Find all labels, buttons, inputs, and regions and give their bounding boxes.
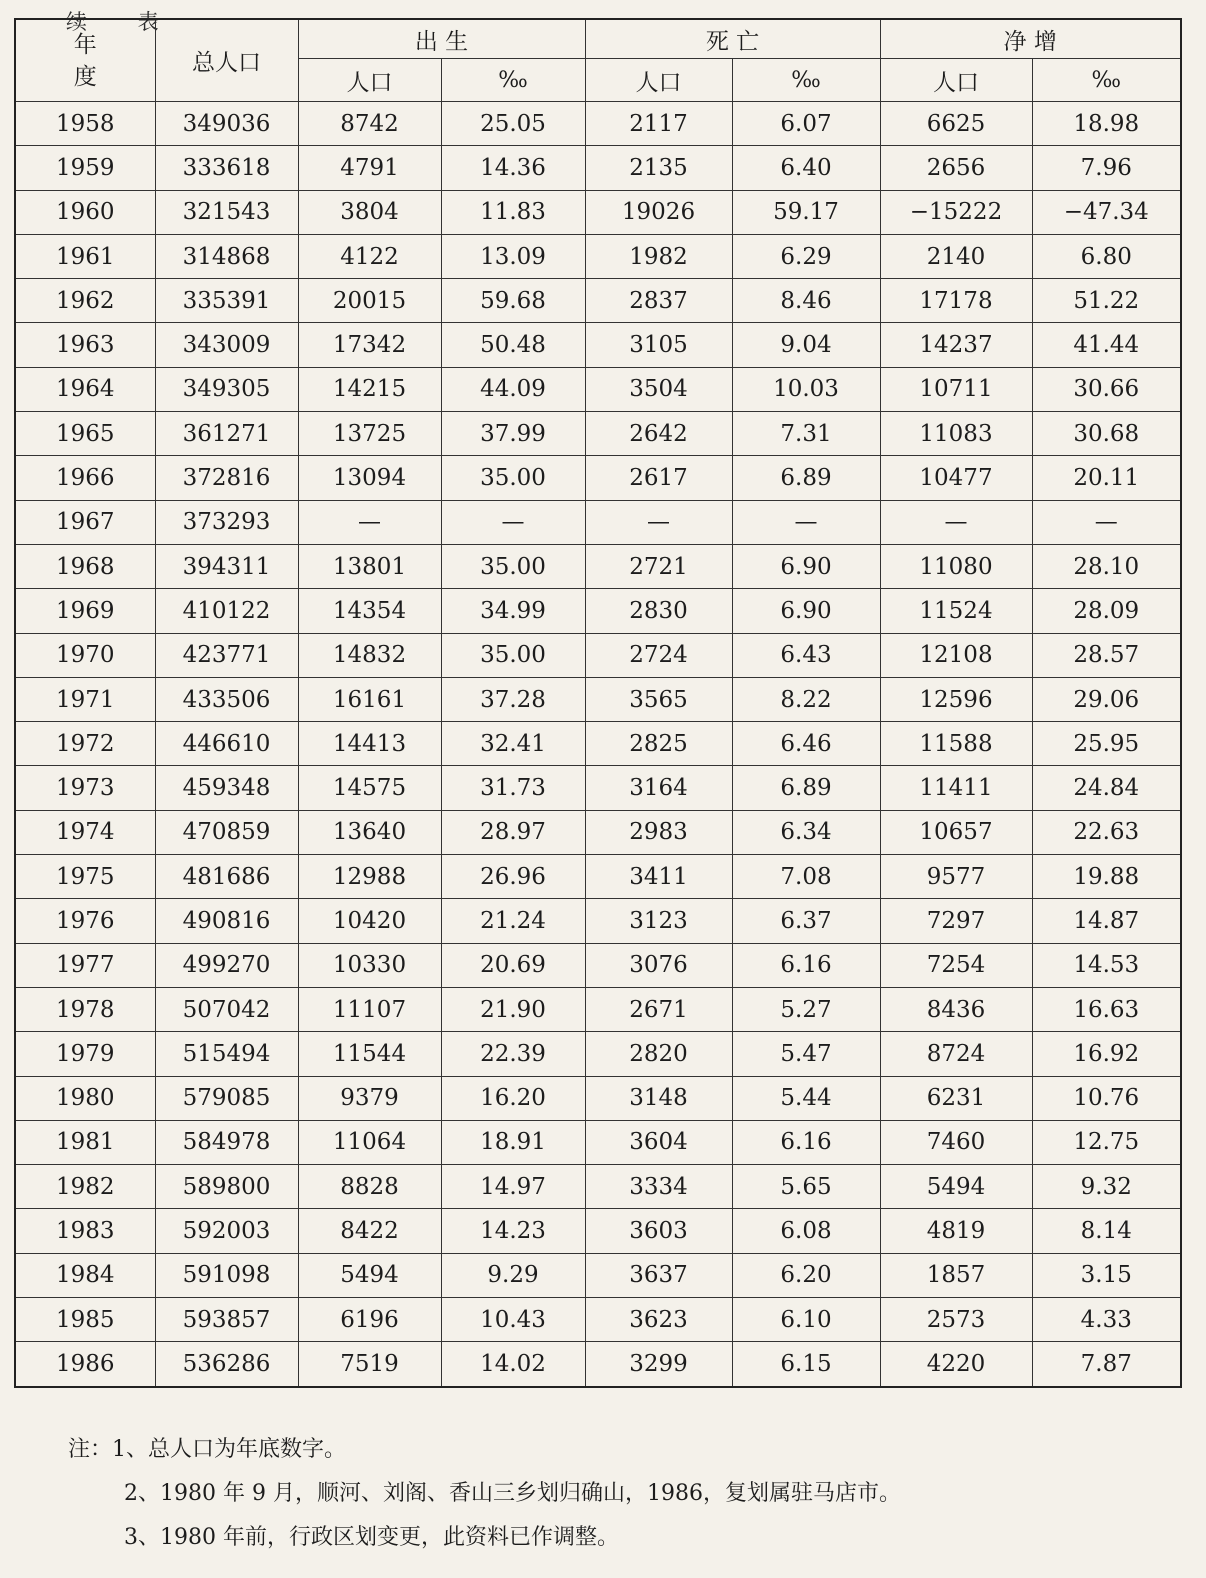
death-rate-cell: 6.10: [732, 1298, 880, 1342]
death-people-header: 人口: [585, 59, 732, 102]
total-population-cell: 459348: [155, 766, 298, 810]
death-rate-cell: 6.89: [732, 456, 880, 500]
total-population-cell: 507042: [155, 987, 298, 1031]
total-population-cell: 372816: [155, 456, 298, 500]
birth-count-cell: 4791: [298, 146, 441, 190]
death-rate-cell: —: [732, 500, 880, 544]
net-increase-rate-cell: 4.33: [1032, 1298, 1181, 1342]
death-count-cell: 2837: [585, 279, 732, 323]
birth-count-cell: 9379: [298, 1076, 441, 1120]
birth-rate-cell: 44.09: [441, 367, 585, 411]
death-count-cell: 2135: [585, 146, 732, 190]
net-increase-count-cell: 11588: [880, 722, 1032, 766]
birth-rate-cell: 26.96: [441, 855, 585, 899]
net-rate-header: ‰: [1032, 59, 1181, 102]
death-rate-cell: 6.34: [732, 810, 880, 854]
net-increase-count-cell: 4220: [880, 1342, 1032, 1387]
birth-count-cell: 8422: [298, 1209, 441, 1253]
net-increase-rate-cell: 9.32: [1032, 1165, 1181, 1209]
birth-count-cell: 10330: [298, 943, 441, 987]
net-increase-rate-cell: 12.75: [1032, 1120, 1181, 1164]
net-increase-rate-cell: 14.53: [1032, 943, 1181, 987]
death-rate-header: ‰: [732, 59, 880, 102]
death-count-cell: 19026: [585, 190, 732, 234]
total-population-cell: 343009: [155, 323, 298, 367]
birth-count-cell: 20015: [298, 279, 441, 323]
death-rate-cell: 7.08: [732, 855, 880, 899]
birth-rate-cell: 10.43: [441, 1298, 585, 1342]
net-increase-rate-cell: 22.63: [1032, 810, 1181, 854]
net-increase-count-cell: 11080: [880, 544, 1032, 588]
year-cell: 1963: [15, 323, 155, 367]
net-increase-count-cell: 5494: [880, 1165, 1032, 1209]
net-increase-count-cell: 2656: [880, 146, 1032, 190]
total-population-cell: 333618: [155, 146, 298, 190]
net-increase-rate-cell: 18.98: [1032, 102, 1181, 146]
net-increase-rate-cell: 7.87: [1032, 1342, 1181, 1387]
birth-rate-cell: 35.00: [441, 633, 585, 677]
death-rate-cell: 5.65: [732, 1165, 880, 1209]
birth-rate-cell: 31.73: [441, 766, 585, 810]
birth-rate-cell: 34.99: [441, 589, 585, 633]
birth-count-cell: 11544: [298, 1032, 441, 1076]
table-row: [15, 1165, 1181, 1209]
death-group-header: 死 亡: [585, 19, 880, 59]
net-increase-rate-cell: 29.06: [1032, 677, 1181, 721]
birth-count-cell: 13801: [298, 544, 441, 588]
death-count-cell: 2671: [585, 987, 732, 1031]
year-cell: 1969: [15, 589, 155, 633]
year-cell: 1967: [15, 500, 155, 544]
birth-count-cell: 12988: [298, 855, 441, 899]
table-row: [15, 102, 1181, 146]
death-rate-cell: 6.20: [732, 1253, 880, 1297]
death-count-cell: 3603: [585, 1209, 732, 1253]
birth-count-cell: 10420: [298, 899, 441, 943]
table-body: [15, 102, 1181, 1387]
death-rate-cell: 10.03: [732, 367, 880, 411]
total-population-cell: 470859: [155, 810, 298, 854]
net-increase-rate-cell: 51.22: [1032, 279, 1181, 323]
death-rate-cell: 6.08: [732, 1209, 880, 1253]
birth-count-cell: 5494: [298, 1253, 441, 1297]
death-count-cell: 3334: [585, 1165, 732, 1209]
birth-rate-cell: —: [441, 500, 585, 544]
net-increase-rate-cell: 30.68: [1032, 412, 1181, 456]
death-rate-cell: 6.07: [732, 102, 880, 146]
year-cell: 1980: [15, 1076, 155, 1120]
birth-count-cell: 14832: [298, 633, 441, 677]
birth-rate-header: ‰: [441, 59, 585, 102]
net-increase-count-cell: 10711: [880, 367, 1032, 411]
net-increase-count-cell: 1857: [880, 1253, 1032, 1297]
death-rate-cell: 6.46: [732, 722, 880, 766]
total-population-cell: 592003: [155, 1209, 298, 1253]
birth-count-cell: 16161: [298, 677, 441, 721]
birth-rate-cell: 35.00: [441, 544, 585, 588]
death-count-cell: 3123: [585, 899, 732, 943]
table-row: [15, 943, 1181, 987]
death-rate-cell: 6.16: [732, 943, 880, 987]
net-increase-rate-cell: 7.96: [1032, 146, 1181, 190]
year-cell: 1973: [15, 766, 155, 810]
death-rate-cell: 5.27: [732, 987, 880, 1031]
death-count-cell: 2830: [585, 589, 732, 633]
header-row-top: [15, 19, 1181, 59]
birth-rate-cell: 20.69: [441, 943, 585, 987]
net-increase-rate-cell: 10.76: [1032, 1076, 1181, 1120]
death-count-cell: 2642: [585, 412, 732, 456]
birth-rate-cell: 18.91: [441, 1120, 585, 1164]
death-rate-cell: 7.31: [732, 412, 880, 456]
net-increase-rate-cell: 28.10: [1032, 544, 1181, 588]
total-population-cell: 490816: [155, 899, 298, 943]
net-increase-rate-cell: 19.88: [1032, 855, 1181, 899]
year-cell: 1976: [15, 899, 155, 943]
net-increase-count-cell: 6625: [880, 102, 1032, 146]
birth-rate-cell: 32.41: [441, 722, 585, 766]
net-increase-count-cell: 8436: [880, 987, 1032, 1031]
table-row: [15, 855, 1181, 899]
table-row: [15, 412, 1181, 456]
total-population-cell: 423771: [155, 633, 298, 677]
table-row: [15, 1120, 1181, 1164]
death-rate-cell: 6.40: [732, 146, 880, 190]
year-cell: 1970: [15, 633, 155, 677]
table-continued-caption: 续 表: [66, 10, 181, 34]
table-row: [15, 677, 1181, 721]
death-count-cell: 3637: [585, 1253, 732, 1297]
death-count-cell: 1982: [585, 234, 732, 278]
birth-rate-cell: 59.68: [441, 279, 585, 323]
death-count-cell: 3105: [585, 323, 732, 367]
birth-rate-cell: 25.05: [441, 102, 585, 146]
table-row: [15, 1209, 1181, 1253]
birth-count-cell: 13094: [298, 456, 441, 500]
population-table: [14, 18, 1182, 1388]
birth-count-cell: 13640: [298, 810, 441, 854]
net-increase-count-cell: 9577: [880, 855, 1032, 899]
birth-rate-cell: 28.97: [441, 810, 585, 854]
net-increase-count-cell: 2140: [880, 234, 1032, 278]
birth-rate-cell: 9.29: [441, 1253, 585, 1297]
total-population-header: 总人口: [155, 19, 298, 102]
death-count-cell: 3164: [585, 766, 732, 810]
birth-rate-cell: 13.09: [441, 234, 585, 278]
birth-rate-cell: 11.83: [441, 190, 585, 234]
birth-count-cell: 3804: [298, 190, 441, 234]
footnote-3: 3、1980 年前，行政区划变更，此资料已作调整。: [124, 1525, 619, 1550]
net-increase-count-cell: 10477: [880, 456, 1032, 500]
net-increase-count-cell: 2573: [880, 1298, 1032, 1342]
death-rate-cell: 6.16: [732, 1120, 880, 1164]
total-population-cell: 593857: [155, 1298, 298, 1342]
year-cell: 1984: [15, 1253, 155, 1297]
year-cell: 1986: [15, 1342, 155, 1387]
year-header-char-2: 度: [73, 63, 97, 90]
table-row: [15, 899, 1181, 943]
table-row: [15, 766, 1181, 810]
birth-group-header: 出 生: [298, 19, 585, 59]
birth-rate-cell: 14.02: [441, 1342, 585, 1387]
net-increase-group-header: 净 增: [880, 19, 1181, 59]
total-population-cell: 499270: [155, 943, 298, 987]
table-row: [15, 367, 1181, 411]
table-row: [15, 500, 1181, 544]
net-increase-count-cell: 10657: [880, 810, 1032, 854]
net-increase-count-cell: 12596: [880, 677, 1032, 721]
table-row: [15, 323, 1181, 367]
year-header-char-1: 年: [73, 31, 97, 58]
year-cell: 1958: [15, 102, 155, 146]
table-row: [15, 146, 1181, 190]
total-population-cell: 349036: [155, 102, 298, 146]
death-count-cell: 2721: [585, 544, 732, 588]
birth-rate-cell: 37.99: [441, 412, 585, 456]
birth-rate-cell: 14.36: [441, 146, 585, 190]
death-rate-cell: 59.17: [732, 190, 880, 234]
birth-rate-cell: 14.97: [441, 1165, 585, 1209]
net-increase-count-cell: −15222: [880, 190, 1032, 234]
total-population-cell: 591098: [155, 1253, 298, 1297]
death-count-cell: 2724: [585, 633, 732, 677]
net-increase-rate-cell: 16.63: [1032, 987, 1181, 1031]
net-increase-count-cell: 12108: [880, 633, 1032, 677]
table-row: [15, 456, 1181, 500]
year-cell: 1964: [15, 367, 155, 411]
birth-count-cell: 14215: [298, 367, 441, 411]
year-cell: 1961: [15, 234, 155, 278]
net-increase-count-cell: 4819: [880, 1209, 1032, 1253]
birth-rate-cell: 21.90: [441, 987, 585, 1031]
death-rate-cell: 6.43: [732, 633, 880, 677]
table-row: [15, 987, 1181, 1031]
net-increase-rate-cell: 16.92: [1032, 1032, 1181, 1076]
birth-rate-cell: 22.39: [441, 1032, 585, 1076]
net-increase-count-cell: 11411: [880, 766, 1032, 810]
death-rate-cell: 6.37: [732, 899, 880, 943]
death-rate-cell: 6.15: [732, 1342, 880, 1387]
total-population-cell: 373293: [155, 500, 298, 544]
net-increase-count-cell: 14237: [880, 323, 1032, 367]
net-increase-rate-cell: 41.44: [1032, 323, 1181, 367]
death-rate-cell: 5.44: [732, 1076, 880, 1120]
death-rate-cell: 8.22: [732, 677, 880, 721]
total-population-cell: 349305: [155, 367, 298, 411]
total-population-cell: 433506: [155, 677, 298, 721]
birth-count-cell: 14354: [298, 589, 441, 633]
birth-count-cell: 17342: [298, 323, 441, 367]
year-cell: 1974: [15, 810, 155, 854]
net-increase-count-cell: —: [880, 500, 1032, 544]
total-population-cell: 446610: [155, 722, 298, 766]
birth-rate-cell: 14.23: [441, 1209, 585, 1253]
birth-people-header: 人口: [298, 59, 441, 102]
birth-count-cell: 4122: [298, 234, 441, 278]
net-increase-rate-cell: —: [1032, 500, 1181, 544]
birth-rate-cell: 35.00: [441, 456, 585, 500]
death-rate-cell: 6.90: [732, 589, 880, 633]
net-increase-rate-cell: 8.14: [1032, 1209, 1181, 1253]
net-increase-rate-cell: 28.57: [1032, 633, 1181, 677]
birth-count-cell: 7519: [298, 1342, 441, 1387]
year-cell: 1966: [15, 456, 155, 500]
net-increase-count-cell: 11524: [880, 589, 1032, 633]
year-cell: 1985: [15, 1298, 155, 1342]
net-people-header: 人口: [880, 59, 1032, 102]
year-cell: 1977: [15, 943, 155, 987]
death-count-cell: 3411: [585, 855, 732, 899]
total-population-cell: 410122: [155, 589, 298, 633]
total-population-cell: 394311: [155, 544, 298, 588]
year-cell: 1978: [15, 987, 155, 1031]
total-population-cell: 536286: [155, 1342, 298, 1387]
death-rate-cell: 8.46: [732, 279, 880, 323]
year-cell: 1983: [15, 1209, 155, 1253]
net-increase-count-cell: 6231: [880, 1076, 1032, 1120]
death-rate-cell: 5.47: [732, 1032, 880, 1076]
table-row: [15, 190, 1181, 234]
birth-count-cell: 8828: [298, 1165, 441, 1209]
net-increase-rate-cell: 20.11: [1032, 456, 1181, 500]
table-row: [15, 810, 1181, 854]
year-cell: 1965: [15, 412, 155, 456]
death-count-cell: 3148: [585, 1076, 732, 1120]
year-cell: 1960: [15, 190, 155, 234]
year-cell: 1982: [15, 1165, 155, 1209]
death-count-cell: 2117: [585, 102, 732, 146]
table-row: [15, 1342, 1181, 1387]
birth-count-cell: 14413: [298, 722, 441, 766]
table-row: [15, 722, 1181, 766]
year-cell: 1962: [15, 279, 155, 323]
year-cell: 1979: [15, 1032, 155, 1076]
total-population-cell: 515494: [155, 1032, 298, 1076]
death-count-cell: 2825: [585, 722, 732, 766]
net-increase-count-cell: 8724: [880, 1032, 1032, 1076]
birth-rate-cell: 37.28: [441, 677, 585, 721]
net-increase-rate-cell: 28.09: [1032, 589, 1181, 633]
table-row: [15, 1298, 1181, 1342]
death-count-cell: 3076: [585, 943, 732, 987]
table-row: [15, 1032, 1181, 1076]
net-increase-count-cell: 17178: [880, 279, 1032, 323]
net-increase-rate-cell: 3.15: [1032, 1253, 1181, 1297]
death-count-cell: 2617: [585, 456, 732, 500]
death-rate-cell: 6.89: [732, 766, 880, 810]
net-increase-rate-cell: 25.95: [1032, 722, 1181, 766]
birth-count-cell: 13725: [298, 412, 441, 456]
birth-count-cell: 11107: [298, 987, 441, 1031]
footnotes: [68, 1428, 901, 1560]
death-count-cell: —: [585, 500, 732, 544]
death-rate-cell: 6.29: [732, 234, 880, 278]
net-increase-rate-cell: 14.87: [1032, 899, 1181, 943]
birth-rate-cell: 21.24: [441, 899, 585, 943]
total-population-cell: 589800: [155, 1165, 298, 1209]
total-population-cell: 361271: [155, 412, 298, 456]
total-population-cell: 481686: [155, 855, 298, 899]
birth-count-cell: 8742: [298, 102, 441, 146]
table-row: [15, 1253, 1181, 1297]
net-increase-rate-cell: 24.84: [1032, 766, 1181, 810]
table-row: [15, 589, 1181, 633]
table-row: [15, 279, 1181, 323]
year-column-header: [15, 19, 155, 102]
table-row: [15, 544, 1181, 588]
death-count-cell: 3623: [585, 1298, 732, 1342]
year-cell: 1981: [15, 1120, 155, 1164]
footnote-2: 2、1980 年 9 月，顺河、刘阁、香山三乡划归确山，1986，复划属驻马店市。: [124, 1481, 901, 1506]
net-increase-count-cell: 7460: [880, 1120, 1032, 1164]
net-increase-rate-cell: 6.80: [1032, 234, 1181, 278]
death-count-cell: 2983: [585, 810, 732, 854]
year-cell: 1972: [15, 722, 155, 766]
death-count-cell: 3504: [585, 367, 732, 411]
death-rate-cell: 6.90: [732, 544, 880, 588]
death-rate-cell: 9.04: [732, 323, 880, 367]
birth-count-cell: —: [298, 500, 441, 544]
death-count-cell: 3565: [585, 677, 732, 721]
year-cell: 1971: [15, 677, 155, 721]
birth-rate-cell: 16.20: [441, 1076, 585, 1120]
net-increase-count-cell: 7297: [880, 899, 1032, 943]
net-increase-rate-cell: 30.66: [1032, 367, 1181, 411]
table-row: [15, 1076, 1181, 1120]
birth-count-cell: 6196: [298, 1298, 441, 1342]
net-increase-count-cell: 7254: [880, 943, 1032, 987]
death-count-cell: 3604: [585, 1120, 732, 1164]
year-cell: 1975: [15, 855, 155, 899]
total-population-cell: 335391: [155, 279, 298, 323]
birth-count-cell: 11064: [298, 1120, 441, 1164]
death-count-cell: 3299: [585, 1342, 732, 1387]
footnote-1: 注：1、总人口为年底数字。: [68, 1437, 346, 1462]
total-population-cell: 314868: [155, 234, 298, 278]
birth-rate-cell: 50.48: [441, 323, 585, 367]
table-row: [15, 633, 1181, 677]
year-cell: 1968: [15, 544, 155, 588]
table-row: [15, 234, 1181, 278]
total-population-cell: 584978: [155, 1120, 298, 1164]
birth-count-cell: 14575: [298, 766, 441, 810]
net-increase-count-cell: 11083: [880, 412, 1032, 456]
total-population-cell: 579085: [155, 1076, 298, 1120]
death-count-cell: 2820: [585, 1032, 732, 1076]
year-cell: 1959: [15, 146, 155, 190]
net-increase-rate-cell: −47.34: [1032, 190, 1181, 234]
total-population-cell: 321543: [155, 190, 298, 234]
